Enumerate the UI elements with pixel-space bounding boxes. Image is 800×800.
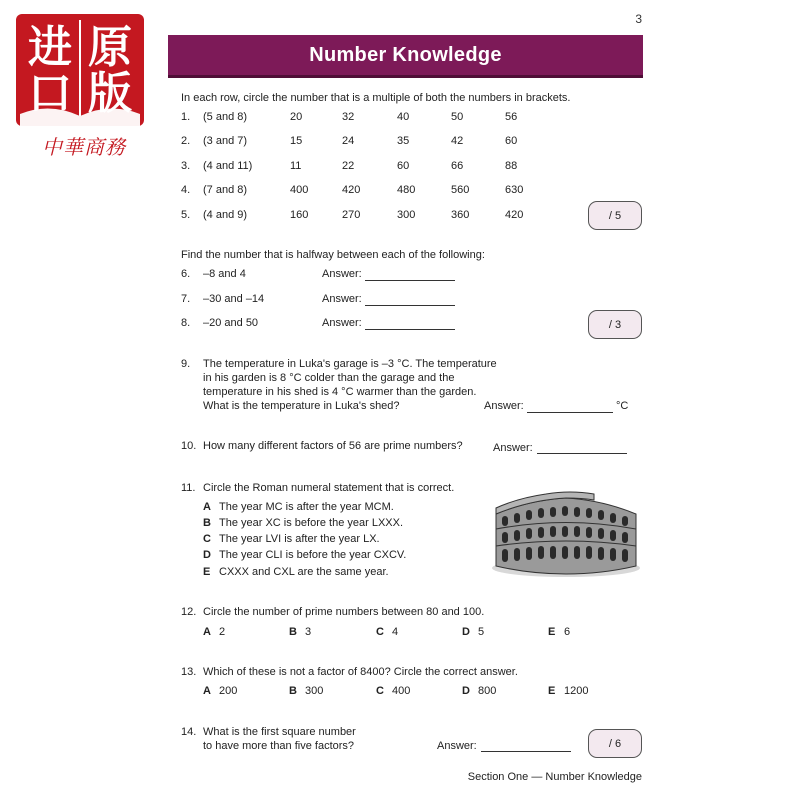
option-text: 200 <box>219 685 238 697</box>
bracket-pair: (3 and 7) <box>203 135 248 147</box>
option[interactable]: 32 <box>342 111 355 123</box>
answer-option[interactable] <box>548 685 588 697</box>
answer-line[interactable] <box>365 295 455 306</box>
answer-line[interactable] <box>365 319 455 330</box>
question-number: 3. <box>181 160 191 172</box>
option[interactable]: 15 <box>290 135 303 147</box>
answer-label: Answer: <box>322 268 362 280</box>
bracket-pair: (4 and 11) <box>203 160 253 172</box>
question-number: 8. <box>181 317 191 329</box>
question-number: 1. <box>181 111 191 123</box>
option-letter: A <box>203 685 211 697</box>
option-letter: A <box>203 626 211 638</box>
option[interactable]: 24 <box>342 135 355 147</box>
answer-label: Answer: <box>437 740 477 752</box>
bracket-pair: (5 and 8) <box>203 111 248 123</box>
page-number: 3 <box>635 12 642 26</box>
question-text-line: in his garden is 8 °C colder than the garage and the <box>203 372 455 384</box>
answer-line[interactable] <box>481 741 571 752</box>
page-title: Number Knowledge <box>309 43 502 66</box>
option[interactable]: 400 <box>290 184 309 196</box>
option[interactable]: 20 <box>290 111 303 123</box>
answer-option[interactable] <box>289 626 311 638</box>
option-letter: C <box>376 626 384 638</box>
option-text: 6 <box>564 626 571 638</box>
option-letter: B <box>289 626 297 638</box>
option[interactable]: 420 <box>342 184 361 196</box>
question-number: 13. <box>181 666 197 678</box>
logo-char-2: 原 <box>88 22 132 73</box>
option-letter: B <box>289 685 297 697</box>
option-text: 400 <box>392 685 411 697</box>
answer-label: Answer: <box>493 442 533 454</box>
answer-option[interactable] <box>203 501 394 513</box>
question-text: –8 and 4 <box>203 268 246 280</box>
answer-option[interactable] <box>203 685 237 697</box>
option-text: 4 <box>392 626 399 638</box>
answer-option[interactable] <box>376 626 398 638</box>
option[interactable]: 66 <box>451 160 464 172</box>
option[interactable]: 480 <box>397 184 416 196</box>
option-letter: C <box>203 533 211 545</box>
option-text: 5 <box>478 626 485 638</box>
option-text: 1200 <box>564 685 589 697</box>
publisher-logo <box>16 14 144 126</box>
option-text: CXXX and CXL are the same year. <box>219 566 389 578</box>
option-text: The year CLI is before the year CXCV. <box>219 549 407 561</box>
option[interactable]: 60 <box>397 160 410 172</box>
answer-option[interactable] <box>203 549 406 561</box>
question-number: 11. <box>181 482 196 494</box>
option[interactable]: 88 <box>505 160 518 172</box>
option[interactable]: 11 <box>290 160 302 172</box>
answer-line[interactable] <box>537 443 627 454</box>
answer-option[interactable] <box>548 626 570 638</box>
option[interactable]: 300 <box>397 209 416 221</box>
option[interactable]: 42 <box>451 135 464 147</box>
option-letter: A <box>203 501 211 513</box>
option[interactable]: 270 <box>342 209 361 221</box>
question-number: 9. <box>181 358 191 370</box>
option[interactable]: 22 <box>342 160 355 172</box>
section1-instruction: In each row, circle the number that is a multiple of both the numbers in brackets. <box>181 92 571 104</box>
option-letter: C <box>376 685 384 697</box>
answer-option[interactable] <box>462 685 496 697</box>
option[interactable]: 60 <box>505 135 518 147</box>
option[interactable]: 50 <box>451 111 464 123</box>
question-text-line: to have more than five factors? <box>203 740 355 752</box>
question-number: 5. <box>181 209 191 221</box>
question-text: –30 and –14 <box>203 293 265 305</box>
option-letter: D <box>203 549 211 561</box>
question-number: 2. <box>181 135 191 147</box>
option[interactable]: 160 <box>290 209 309 221</box>
option-letter: D <box>462 626 470 638</box>
option[interactable]: 56 <box>505 111 518 123</box>
option-letter: E <box>203 566 211 578</box>
answer-option[interactable] <box>203 517 403 529</box>
question-text: How many different factors of 56 are prime numbers? <box>203 440 463 452</box>
option-text: The year XC is before the year LXXX. <box>219 517 404 529</box>
question-text-line: What is the first square number <box>203 726 356 738</box>
option-text: 2 <box>219 626 226 638</box>
option[interactable]: 360 <box>451 209 470 221</box>
score-box[interactable] <box>588 310 642 339</box>
question-text: –20 and 50 <box>203 317 259 329</box>
option-text: The year MC is after the year MCM. <box>219 501 394 513</box>
option-letter: B <box>203 517 211 529</box>
question-text: Which of these is not a factor of 8400? Circle the correct answer. <box>203 666 518 678</box>
option-text: The year LVI is after the year LX. <box>219 533 380 545</box>
logo-char-3: 口 <box>28 68 72 119</box>
section2-instruction: Find the number that is halfway between each of the following: <box>181 249 485 261</box>
bracket-pair: (7 and 8) <box>203 184 248 196</box>
logo-char-4: 版 <box>88 68 132 119</box>
option-text: 300 <box>305 685 324 697</box>
logo-subtitle: 中華商務 <box>42 135 126 159</box>
answer-unit: °C <box>616 400 629 412</box>
colosseum-illustration <box>490 486 642 578</box>
score-box[interactable] <box>588 201 642 230</box>
option-letter: E <box>548 685 556 697</box>
answer-label: Answer: <box>484 400 524 412</box>
question-number: 10. <box>181 440 197 452</box>
answer-option[interactable] <box>203 626 225 638</box>
question-text: Circle the Roman numeral statement that is correct. <box>203 482 455 494</box>
answer-label: Answer: <box>322 317 362 329</box>
logo-char-1: 进 <box>28 22 72 73</box>
question-text-line: What is the temperature in Luka's shed? <box>203 400 400 412</box>
title-banner <box>168 35 643 78</box>
answer-label: Answer: <box>322 293 362 305</box>
answer-option[interactable] <box>203 566 389 578</box>
section-footer: Section One — Number Knowledge <box>467 771 642 783</box>
question-number: 12. <box>181 606 197 618</box>
answer-option[interactable] <box>376 685 410 697</box>
option[interactable]: 420 <box>505 209 524 221</box>
question-number: 6. <box>181 268 191 280</box>
bracket-pair: (4 and 9) <box>203 209 248 221</box>
question-number: 7. <box>181 293 191 305</box>
option-text: 800 <box>478 685 497 697</box>
answer-option[interactable] <box>203 533 380 545</box>
question-number: 4. <box>181 184 191 196</box>
question-text-line: temperature in his shed is 4 °C warmer than the garden. <box>203 386 477 398</box>
answer-line[interactable] <box>527 402 613 413</box>
score-box[interactable] <box>588 729 642 758</box>
option[interactable]: 40 <box>397 111 410 123</box>
answer-line[interactable] <box>365 270 455 281</box>
question-text: Circle the number of prime numbers between 80 and 100. <box>203 606 485 618</box>
score-label: / 6 <box>608 737 622 750</box>
score-label: / 5 <box>608 209 622 222</box>
question-text-line: The temperature in Luka's garage is –3 °C. The temperature <box>203 358 497 370</box>
option-text: 3 <box>305 626 312 638</box>
answer-option[interactable] <box>462 626 484 638</box>
answer-option[interactable] <box>289 685 323 697</box>
question-number: 14. <box>181 726 197 738</box>
option[interactable]: 35 <box>397 135 410 147</box>
option-letter: D <box>462 685 470 697</box>
option[interactable]: 560 <box>451 184 470 196</box>
option[interactable]: 630 <box>505 184 524 196</box>
score-label: / 3 <box>608 318 622 331</box>
option-letter: E <box>548 626 556 638</box>
